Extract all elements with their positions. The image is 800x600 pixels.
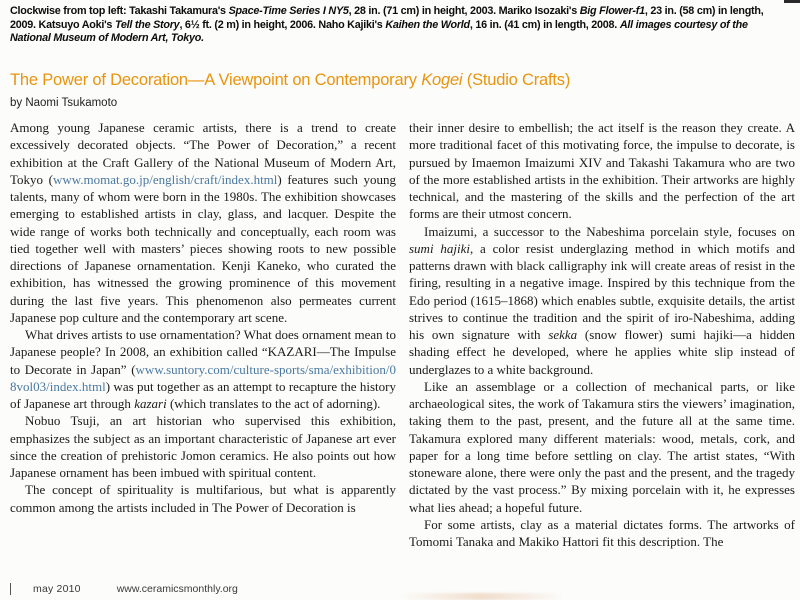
- inline-url-link[interactable]: www.momat.go.jp/english/craft/index.html: [52, 171, 278, 187]
- text-run: Among young Japanese ceramic artists, there is a trend to create excessively decorated objects. “The Power of Decoration,” a recent exhibition at the Craft Gallery of the National Museum of Modern Art, Tokyo (: [10, 120, 396, 187]
- italic-text-run: Kaihen the World: [385, 18, 470, 31]
- paragraph: [10, 119, 396, 326]
- italic-text-run: Kogei: [421, 71, 463, 89]
- text-run: (Studio Crafts): [462, 71, 571, 89]
- article-column-left: [10, 119, 396, 550]
- page-footer: [10, 583, 238, 595]
- italic-text-run: Tell the Story: [114, 18, 180, 31]
- paragraph: [10, 481, 396, 516]
- text-run: The concept of spirituality is multifarious, but what is apparently common among the artists included in The Power of Decoration is: [10, 482, 396, 515]
- text-run: Nobuo Tsuji, an art historian who supervised this exhibition, emphasizes the subject as an important characteristic of Japanese art ever since the creation of prehistoric Jomon ceramics. He also points out how Japanese ornament has been imbued with spiritual content.: [10, 413, 396, 480]
- text-run: , a color resist underglazing method in which motifs and patterns drawn with black calligraphy ink will create areas of resist in the firing, resulting in a negative image. Inspired by this technique from the Edo period (1615–1868) which enables subtle, exquisite details, the artist strives to continue the tradition and the spirit of iro-Nabeshima, adding his own signature with: [409, 240, 795, 342]
- footer-website-link[interactable]: www.ceramicsmonthly.org: [116, 583, 238, 595]
- text-run: their inner desire to embellish; the act itself is the reason they create. A more traditional facet of this motivating force, the impulse to decorate, is pursued by Imaemon Imaizumi XIV and Takashi Takamura who are two of the more established artists in the exhibition. Their artworks are highly technical, and the mastering of the skills and the perfection of the art forms are their utmost concern.: [409, 120, 795, 222]
- footer-issue-date: may 2010: [33, 583, 81, 595]
- scan-smudge: [400, 593, 565, 600]
- text-run: What drives artists to use ornamentation? What does ornament mean to Japanese people? In 2008, an exhibition called “KAZARI—The Impulse to Decorate in Japan” (: [10, 327, 396, 377]
- article-title: [10, 70, 790, 90]
- scan-corner-mark: [784, 0, 800, 3]
- text-run: Clockwise from top left: Takashi Takamura's: [10, 5, 229, 17]
- article-byline: by Naomi Tsukamoto: [10, 97, 118, 109]
- text-run: , 16 in. (41 cm) in length, 2008.: [469, 18, 620, 31]
- italic-text-run: All images courtesy of the National Museum of Modern Art, Tokyo.: [10, 18, 748, 45]
- paragraph: [409, 119, 795, 223]
- text-run: , 28 in. (71 cm) in height, 2003. Mariko Isozaki's: [348, 5, 580, 17]
- italic-text-run: kazari: [134, 396, 167, 411]
- text-run: Like an assemblage or a collection of mechanical parts, or like archaeological sites, the work of Takamura stirs the viewers’ imagination, taking them to the past, present, and the future all at the same time. Takamura explored many different materials: wood, metals, cork, and paper for a long time before settling on clay. The artist states, “With stoneware alone, there were only the past and the present, and the tragedy dictated by the vast process.” By mixing porcelain with it, he expresses what lies ahead; a hopeful future.: [409, 378, 795, 515]
- image-caption: [10, 5, 785, 46]
- italic-text-run: sumi hajiki: [409, 240, 470, 256]
- italic-text-run: sekka: [548, 327, 578, 342]
- text-run: The Power of Decoration—A Viewpoint on Contemporary: [10, 71, 422, 89]
- text-run: (snow flower) sumi hajiki—a hidden shading effect he developed, where he applies white slip instead of underglazes to a white background.: [409, 327, 795, 377]
- paragraph: [10, 326, 396, 412]
- text-run: , 23 in. (58 cm) in length, 2009. Katsuyo Aoki's: [10, 5, 764, 31]
- text-run: , 6½ ft. (2 m) in height, 2006. Naho Kajiki's: [179, 18, 386, 31]
- italic-text-run: Space-Time Series I NY5: [228, 5, 349, 17]
- article-column-right: [409, 119, 795, 550]
- text-run: ) features such young talents, many of whom were born in the 1980s. The exhibition showcases emerging to established artists in clay, glass, and lacquer. Despite the wide range of works both technically and conceptually, each room was tied together well with masters’ pieces showing roots to new possible directions of Japanese ornamentation. Kenji Kaneko, who curated the exhibition, has witnessed the growing prominence of this movement during the last five years. This phenomenon also permeates current Japanese pop culture and the contemporary art scene.: [10, 171, 396, 325]
- paragraph: [10, 412, 396, 481]
- paragraph: [409, 223, 795, 378]
- text-run: Imaizumi, a successor to the Nabeshima porcelain style, focuses on: [424, 223, 795, 239]
- footer-divider: [10, 583, 11, 595]
- text-run: For some artists, clay as a material dictates forms. The artworks of Tomomi Tanaka and Makiko Hattori fit this description. The: [409, 516, 795, 549]
- text-run: (which translates to the act of adorning).: [166, 396, 381, 411]
- italic-text-run: Big Flower-f1: [579, 5, 645, 17]
- text-run: ) was put together as an attempt to recapture the history of Japanese art through: [10, 378, 396, 411]
- paragraph: [409, 516, 795, 551]
- inline-url-link[interactable]: www.suntory.com/culture-sports/sma/exhibition/08vol03/index.html: [10, 361, 396, 394]
- paragraph: [409, 378, 795, 516]
- article-body: [10, 119, 795, 550]
